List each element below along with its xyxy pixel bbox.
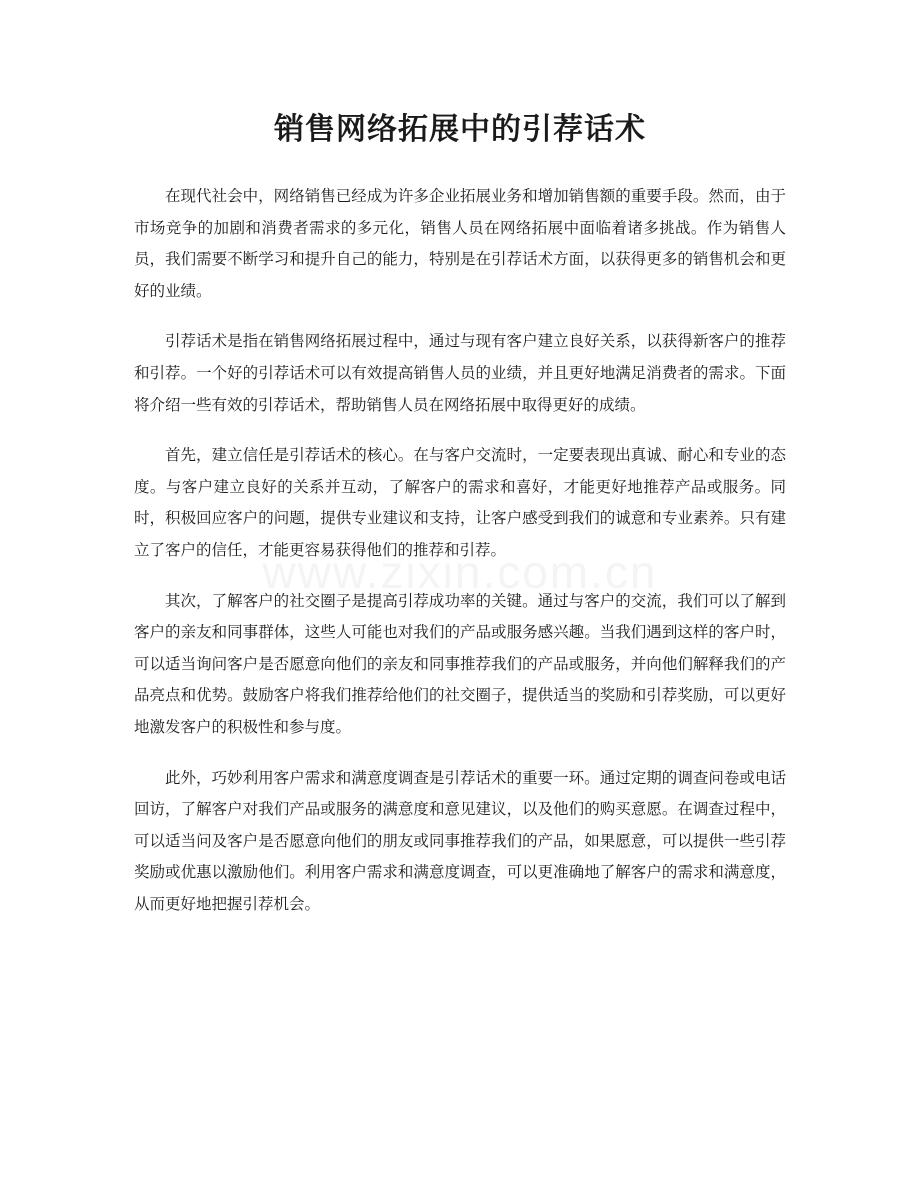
paragraph-4: 其次，了解客户的社交圈子是提高引荐成功率的关键。通过与客户的交流，我们可以了解到客户的亲友和同事群体，这些人可能也对我们的产品或服务感兴趣。当我们遇到这样的客户时，可以适当询问客户是否愿意向他们的亲友和同事推荐我们的产品或服务，并向他们解释我们的产品亮点和优势。鼓励客户将我们推荐给他们的社交圈子，提供适当的奖励和引荐奖励，可以更好地激发客户的积极性和参与度。	[134, 591, 786, 736]
page-title: 销售网络拓展中的引荐话术	[274, 112, 646, 147]
paragraph-5: 此外，巧妙利用客户需求和满意度调查是引荐话术的重要一环。通过定期的调查问卷或电话回访，了解客户对我们产品或服务的满意度和意见建议，以及他们的购买意愿。在调查过程中，可以适当问及客户是否愿意向他们的朋友或同事推荐我们的产品，如果愿意，可以提供一些引荐奖励或优惠以激励他们。利用客户需求和满意度调查，可以更准确地了解客户的需求和满意度，从而更好地把握引荐机会。	[134, 768, 786, 913]
paragraph-2: 引荐话术是指在销售网络拓展过程中，通过与现有客户建立良好关系，以获得新客户的推荐和引荐。一个好的引荐话术可以有效提高销售人员的业绩，并且更好地满足消费者的需求。下面将介绍一些有效的引荐话术，帮助销售人员在网络拓展中取得更好的成绩。	[134, 332, 786, 414]
paragraph-3: 首先，建立信任是引荐话术的核心。在与客户交流时，一定要表现出真诚、耐心和专业的态度。与客户建立良好的关系并互动，了解客户的需求和喜好，才能更好地推荐产品或服务。同时，积极回应客户的问题，提供专业建议和支持，让客户感受到我们的诚意和专业素养。只有建立了客户的信任，才能更容易获得他们的推荐和引荐。	[134, 446, 786, 559]
document-body	[134, 181, 786, 939]
paragraph-1: 在现代社会中，网络销售已经成为许多企业拓展业务和增加销售额的重要手段。然而，由于市场竞争的加剧和消费者需求的多元化，销售人员在网络拓展中面临着诸多挑战。作为销售人员，我们需要不断学习和提升自己的能力，特别是在引荐话术方面，以获得更多的销售机会和更好的业绩。	[134, 187, 786, 300]
